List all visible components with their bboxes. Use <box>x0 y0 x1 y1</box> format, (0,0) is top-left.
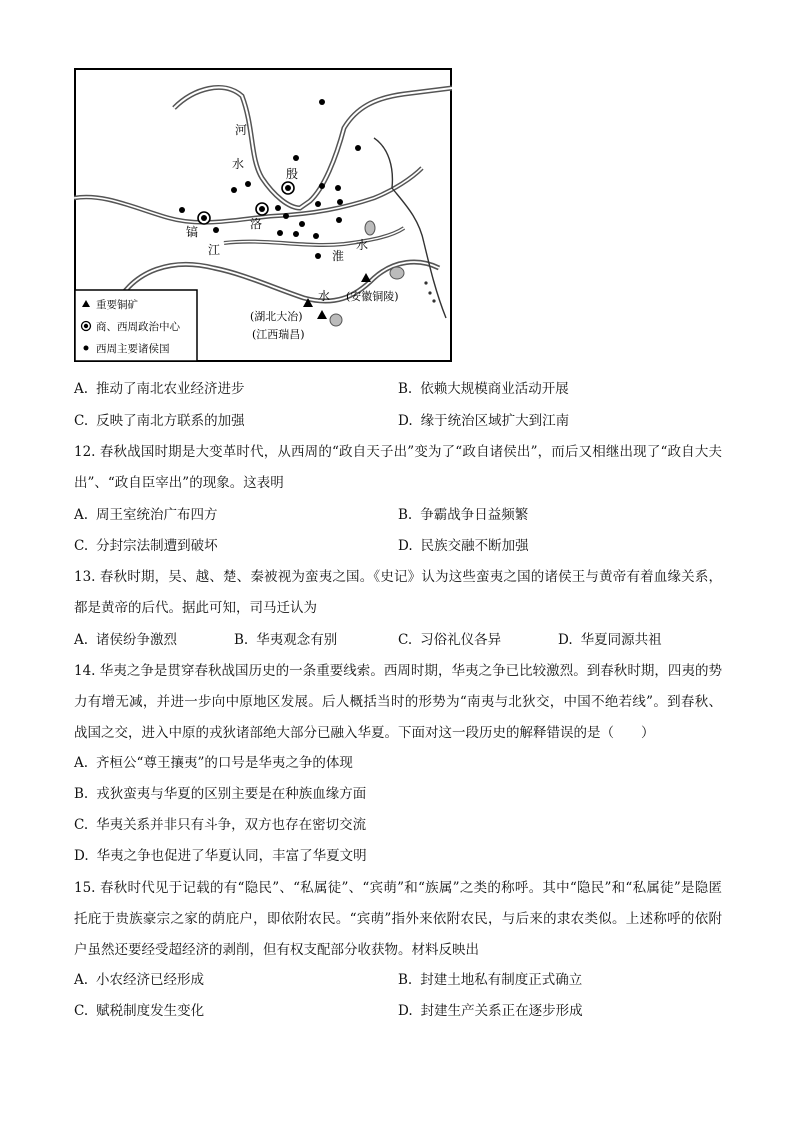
label-jiang: 江 <box>208 243 221 257</box>
legend-copper: 重要铜矿 <box>96 299 138 311</box>
map-figure <box>74 68 452 362</box>
q12-option-a[interactable]: A. 周王室统治广布四方 <box>74 507 218 523</box>
vassal-dot <box>277 230 283 236</box>
island <box>424 281 427 284</box>
q12-option-c[interactable]: C. 分封宗法制遭到破坏 <box>74 538 218 554</box>
vassal-dot <box>315 201 321 207</box>
q12-option-d[interactable]: D. 民族交融不断加强 <box>398 538 529 554</box>
q15-option-c[interactable]: C. 赋税制度发生变化 <box>74 1003 205 1019</box>
label-hao: 镐 <box>186 225 199 239</box>
legend-vassal: 西周主要诸侯国 <box>96 343 170 355</box>
label-shui2: 水 <box>356 238 369 252</box>
q15-option-b[interactable]: B. 封建土地私有制度正式确立 <box>398 972 583 988</box>
island <box>428 291 431 294</box>
label-luo: 洛 <box>250 217 263 231</box>
q12-option-b[interactable]: B. 争霸战争日益频繁 <box>398 507 529 523</box>
vassal-dot <box>231 187 237 193</box>
q13-option-a[interactable]: A. 诸侯纷争激烈 <box>74 632 178 648</box>
label-he: 河 <box>235 123 248 137</box>
q14-option-b[interactable]: B. 戎狄蛮夷与华夏的区别主要是在种族血缘方面 <box>74 786 367 802</box>
vassal-dot <box>179 207 185 213</box>
vassal-dot <box>213 227 219 233</box>
label-huai: 淮 <box>332 249 345 263</box>
island <box>432 299 435 302</box>
q13-stem: 13. 春秋时期，吴、越、楚、秦被视为蛮夷之国。《史记》认为这些蛮夷之国的诸侯王与黄帝有着血缘关系，都是黄帝的后代。据此可知，司马迁认为 <box>74 569 722 616</box>
vassal-dot <box>245 181 251 187</box>
q14-option-d[interactable]: D. 华夷之争也促进了华夏认同，丰富了华夏文明 <box>74 848 367 864</box>
vassal-dot <box>335 185 341 191</box>
q15-stem: 15. 春秋时代见于记载的有“隐民”、“私属徒”、“宾萌”和“族属”之类的称呼。其中“隐民”和“私属徒”是隐匿托庇于贵族豪宗之家的荫庇户，即依附农民。“宾萌”指外来依附农民，与后来的隶农类似。上述称呼的依附户虽然还要经受超经济的剥削，但有权支配部分收获物。材料反映出 <box>74 880 722 958</box>
q15-option-a[interactable]: A. 小农经济已经形成 <box>74 972 205 988</box>
q15-option-d[interactable]: D. 封建生产关系正在逐步形成 <box>398 1003 583 1019</box>
q13-option-c[interactable]: C. 习俗礼仪各异 <box>398 632 502 648</box>
map-svg <box>74 68 452 362</box>
vassal-dot <box>283 213 289 219</box>
vassal-dot <box>355 145 361 151</box>
q11-option-c[interactable]: C. 反映了南北方联系的加强 <box>74 413 245 429</box>
q12-stem: 12. 春秋战国时期是大变革时代，从西周的“政自天子出”变为了“政自诸侯出”，而后又相继出现了“政自大夫出”、“政自臣宰出”的现象。这表明 <box>74 444 722 491</box>
q14-option-c[interactable]: C. 华夷关系并非只有斗争，双方也存在密切交流 <box>74 817 367 833</box>
vassal-dot <box>275 205 281 211</box>
q11-option-a[interactable]: A. 推动了南北农业经济进步 <box>74 381 245 397</box>
lake-2 <box>390 267 404 279</box>
vassal-dot <box>319 183 325 189</box>
lake-1 <box>365 221 375 235</box>
vassal-dot <box>293 231 299 237</box>
label-yin: 殷 <box>286 167 299 181</box>
label-jiangxi: (江西瑞昌) <box>252 328 305 341</box>
q11-option-d[interactable]: D. 缘于统治区域扩大到江南 <box>398 413 570 429</box>
vassal-dot <box>336 217 342 223</box>
q13-option-d[interactable]: D. 华夏同源共祖 <box>558 632 662 648</box>
q13-option-b[interactable]: B. 华夷观念有别 <box>234 632 338 648</box>
label-shui1: 水 <box>232 157 245 171</box>
q11-option-b[interactable]: B. 依赖大规模商业活动开展 <box>398 381 569 397</box>
vassal-dot <box>319 99 325 105</box>
label-shui3: 水 <box>318 289 331 303</box>
label-anhui: (安徽铜陵) <box>346 290 399 303</box>
vassal-dot <box>299 221 305 227</box>
label-hubei: (湖北大冶) <box>250 310 303 323</box>
map-legend <box>75 290 197 361</box>
lake-3 <box>330 314 342 326</box>
vassal-dot <box>313 233 319 239</box>
q14-stem: 14. 华夷之争是贯穿春秋战国历史的一条重要线索。西周时期，华夷之争已比较激烈。到春秋时期，四夷的势力有增无减，并进一步向中原地区发展。后人概括当时的形势为“南夷与北狄交，中国不绝若线”。到春秋、战国之交，进入中原的戎狄诸部绝大部分已融入华夏。下面对这一段历史的解释错误的是（ ） <box>74 663 722 741</box>
vassal-dot <box>315 253 321 259</box>
q14-option-a[interactable]: A. 齐桓公“尊王攘夷”的口号是华夷之争的体现 <box>74 755 353 771</box>
vassal-dot <box>293 155 299 161</box>
legend-center: 商、西周政治中心 <box>96 321 180 333</box>
vassal-dot <box>337 199 343 205</box>
